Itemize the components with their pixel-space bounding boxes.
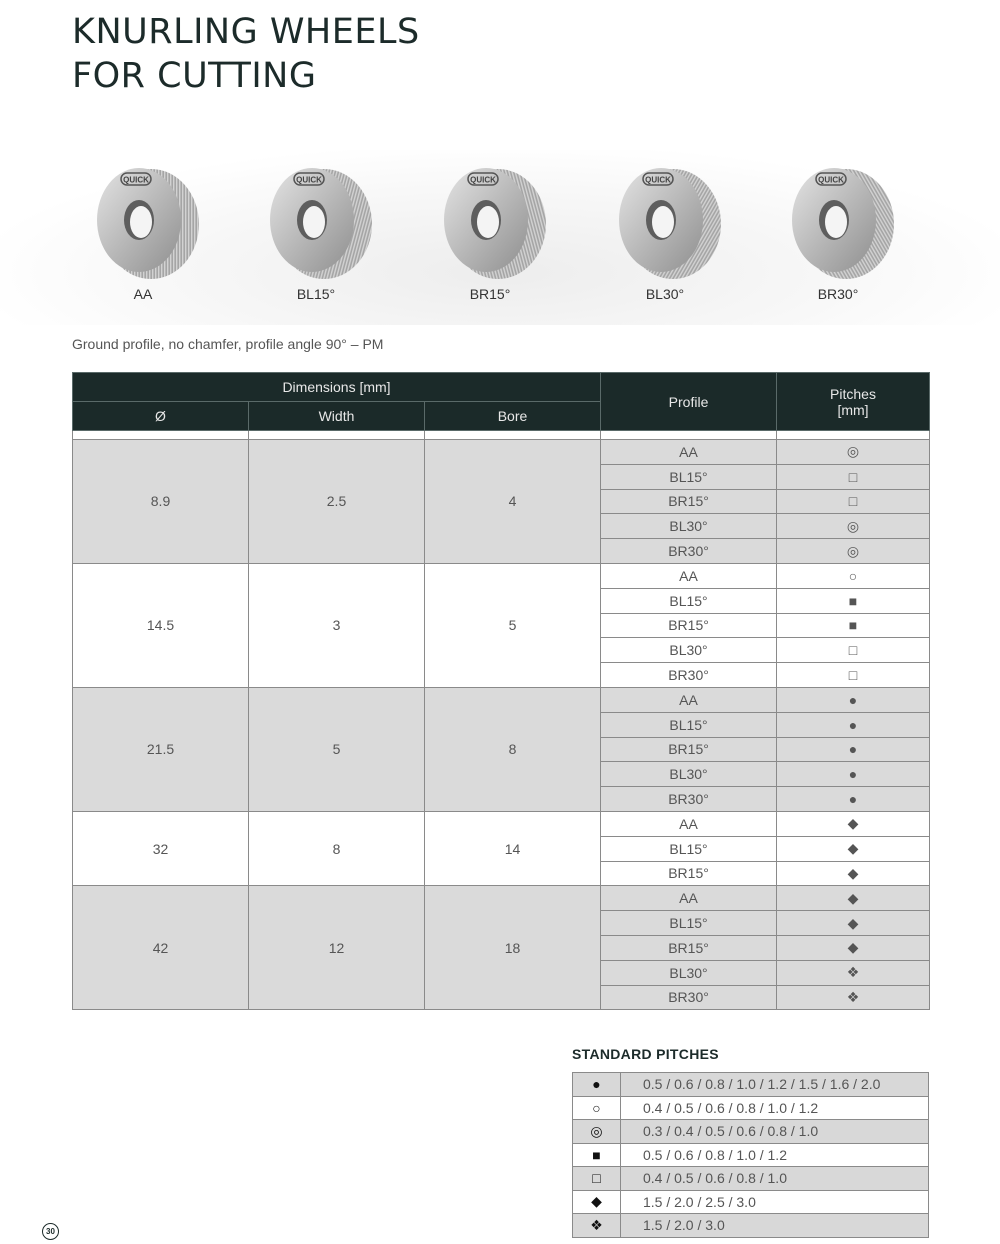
cell-diameter: 21.5 — [73, 687, 249, 811]
knurling-wheels-table — [72, 372, 930, 1010]
cell-pitch-symbol: ◎ — [777, 539, 930, 564]
pitch-row — [573, 1214, 929, 1238]
cell-profile: AA — [601, 687, 777, 712]
subtitle: Ground profile, no chamfer, profile angle 90° – PM — [72, 336, 384, 352]
cell-pitch-symbol: ● — [777, 737, 930, 762]
cell-pitch-symbol: ◆ — [777, 861, 930, 886]
wheel-photo-strip — [0, 150, 1000, 325]
table-row — [73, 811, 930, 836]
header-dimensions: Dimensions [mm] — [73, 373, 601, 402]
cell-profile: BR30° — [601, 985, 777, 1010]
cell-profile: BR15° — [601, 613, 777, 638]
cell-diameter: 32 — [73, 811, 249, 885]
cell-profile: BL15° — [601, 588, 777, 613]
cell-pitch-symbol: ● — [777, 762, 930, 787]
cell-profile: AA — [601, 563, 777, 588]
pitch-values: 0.4 / 0.5 / 0.6 / 0.8 / 1.0 / 1.2 — [621, 1096, 929, 1120]
cell-pitch-symbol: ◆ — [777, 886, 930, 911]
header-pitches-label: Pitches — [830, 385, 876, 402]
pitch-row — [573, 1120, 929, 1144]
table-row — [73, 687, 930, 712]
table-row — [73, 440, 930, 465]
cell-width: 2.5 — [249, 440, 425, 564]
cell-pitch-symbol: ◎ — [777, 440, 930, 465]
page-title — [72, 10, 420, 98]
pitch-values: 0.3 / 0.4 / 0.5 / 0.6 / 0.8 / 1.0 — [621, 1120, 929, 1144]
wheel-4 — [758, 150, 918, 315]
cell-pitch-symbol: □ — [777, 663, 930, 688]
cell-profile: BL30° — [601, 762, 777, 787]
cell-bore: 5 — [425, 563, 601, 687]
wheel-3 — [585, 150, 745, 315]
header-width: Width — [249, 402, 425, 431]
wheel-brand-mark: QUICK — [818, 175, 844, 185]
cell-pitch-symbol: ■ — [777, 588, 930, 613]
cell-profile: AA — [601, 886, 777, 911]
pitch-values: 1.5 / 2.0 / 2.5 / 3.0 — [621, 1190, 929, 1214]
wheel-label: BL30° — [645, 286, 685, 302]
cell-profile: BR30° — [601, 663, 777, 688]
wheel-label: BR15° — [469, 286, 511, 302]
pitch-symbol: ❖ — [573, 1214, 621, 1238]
cell-pitch-symbol: □ — [777, 489, 930, 514]
title-line-2: FOR CUTTING — [72, 56, 317, 96]
cell-pitch-symbol: ● — [777, 712, 930, 737]
cell-diameter: 8.9 — [73, 440, 249, 564]
cell-bore: 8 — [425, 687, 601, 811]
wheel-0 — [63, 150, 223, 315]
cell-pitch-symbol: ● — [777, 687, 930, 712]
cell-profile: AA — [601, 440, 777, 465]
cell-pitch-symbol: ◆ — [777, 811, 930, 836]
cell-profile: BR15° — [601, 935, 777, 960]
table-row — [73, 563, 930, 588]
cell-profile: BR15° — [601, 737, 777, 762]
cell-pitch-symbol: ■ — [777, 613, 930, 638]
spacer-row — [73, 431, 930, 440]
header-pitches-unit: [mm] — [837, 401, 869, 418]
pitch-row — [573, 1143, 929, 1167]
cell-diameter: 14.5 — [73, 563, 249, 687]
cell-profile: BL15° — [601, 464, 777, 489]
cell-pitch-symbol: ○ — [777, 563, 930, 588]
pitch-values: 1.5 / 2.0 / 3.0 — [621, 1214, 929, 1238]
pitch-row — [573, 1190, 929, 1214]
pitch-row — [573, 1073, 929, 1097]
cell-profile: BL30° — [601, 514, 777, 539]
pitch-row — [573, 1167, 929, 1191]
standard-pitches-table — [572, 1072, 929, 1238]
cell-pitch-symbol: ◆ — [777, 836, 930, 861]
pitch-symbol: ■ — [573, 1143, 621, 1167]
cell-profile: BR15° — [601, 489, 777, 514]
cell-profile: BR30° — [601, 539, 777, 564]
wheel-label: AA — [133, 286, 153, 302]
header-profile: Profile — [601, 373, 777, 431]
cell-width: 3 — [249, 563, 425, 687]
pitch-symbol: ◆ — [573, 1190, 621, 1214]
cell-profile: BL30° — [601, 960, 777, 985]
wheel-1 — [236, 150, 396, 315]
knurling-wheel-icon — [778, 158, 898, 283]
pitch-values: 0.5 / 0.6 / 0.8 / 1.0 / 1.2 / 1.5 / 1.6 / 2.0 — [621, 1073, 929, 1097]
cell-width: 12 — [249, 886, 425, 1010]
pitch-values: 0.4 / 0.5 / 0.6 / 0.8 / 1.0 — [621, 1167, 929, 1191]
cell-pitch-symbol: ◆ — [777, 935, 930, 960]
cell-diameter: 42 — [73, 886, 249, 1010]
pitch-symbol: ● — [573, 1073, 621, 1097]
header-diameter: Ø — [73, 402, 249, 431]
cell-profile: BL30° — [601, 638, 777, 663]
wheel-2 — [410, 150, 570, 315]
pitch-symbol: □ — [573, 1167, 621, 1191]
cell-pitch-symbol: ● — [777, 787, 930, 812]
knurling-wheel-icon — [430, 158, 550, 283]
wheel-label: BR30° — [817, 286, 859, 302]
cell-bore: 18 — [425, 886, 601, 1010]
cell-profile: BL15° — [601, 836, 777, 861]
cell-pitch-symbol: ◆ — [777, 911, 930, 936]
cell-width: 5 — [249, 687, 425, 811]
wheel-brand-mark: QUICK — [470, 175, 496, 185]
cell-bore: 14 — [425, 811, 601, 885]
header-pitches — [777, 373, 930, 431]
cell-bore: 4 — [425, 440, 601, 564]
page-number: 30 — [42, 1223, 59, 1240]
header-bore: Bore — [425, 402, 601, 431]
pitch-values: 0.5 / 0.6 / 0.8 / 1.0 / 1.2 — [621, 1143, 929, 1167]
cell-pitch-symbol: □ — [777, 638, 930, 663]
wheel-brand-mark: QUICK — [123, 175, 149, 185]
knurling-wheel-icon — [256, 158, 376, 283]
cell-profile: BL15° — [601, 911, 777, 936]
cell-width: 8 — [249, 811, 425, 885]
table-row — [73, 886, 930, 911]
wheel-label: BL15° — [296, 286, 336, 302]
cell-pitch-symbol: ◎ — [777, 514, 930, 539]
pitch-symbol: ○ — [573, 1096, 621, 1120]
wheel-brand-mark: QUICK — [645, 175, 671, 185]
wheel-brand-mark: QUICK — [296, 175, 322, 185]
cell-pitch-symbol: □ — [777, 464, 930, 489]
cell-pitch-symbol: ❖ — [777, 985, 930, 1010]
cell-profile: BR15° — [601, 861, 777, 886]
cell-profile: BR30° — [601, 787, 777, 812]
standard-pitches-title: STANDARD PITCHES — [572, 1046, 719, 1062]
pitch-row — [573, 1096, 929, 1120]
cell-profile: BL15° — [601, 712, 777, 737]
title-line-1: KNURLING WHEELS — [72, 12, 420, 52]
cell-pitch-symbol: ❖ — [777, 960, 930, 985]
knurling-wheel-icon — [83, 158, 203, 283]
knurling-wheel-icon — [605, 158, 725, 283]
cell-profile: AA — [601, 811, 777, 836]
pitch-symbol: ◎ — [573, 1120, 621, 1144]
